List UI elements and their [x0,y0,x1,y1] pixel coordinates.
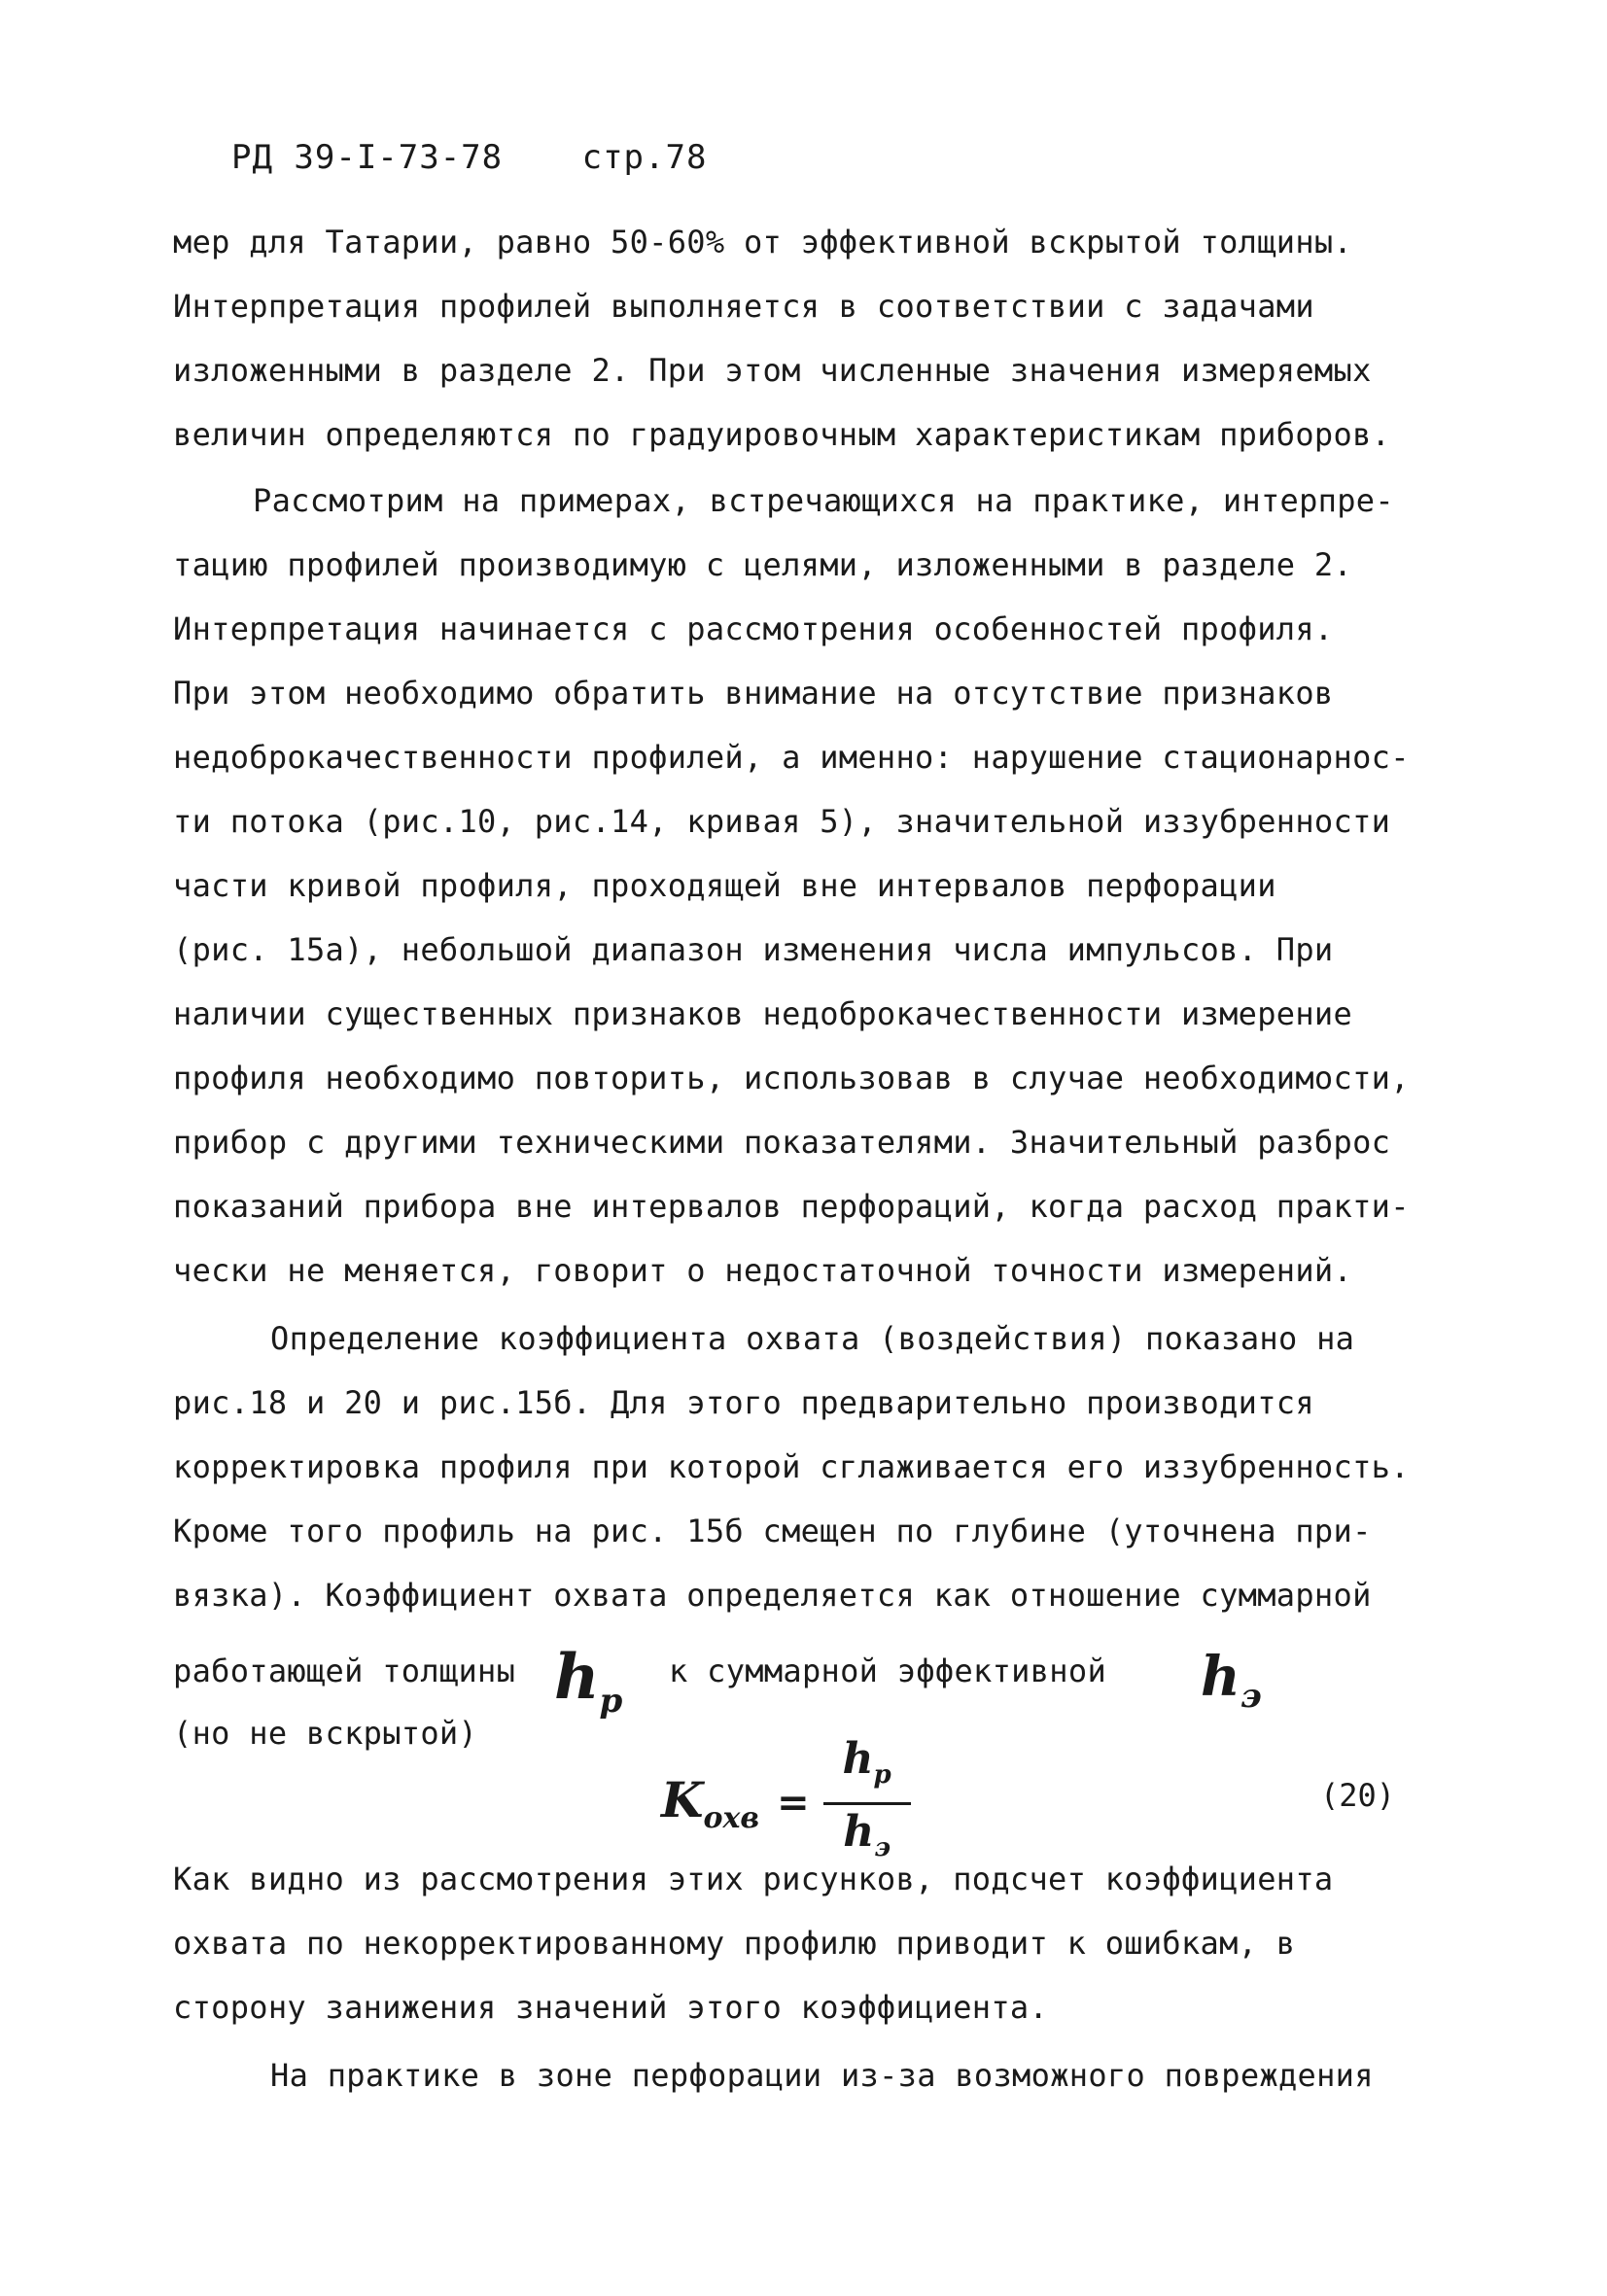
text-line: работающей толщины [173,1652,516,1689]
page-header [231,138,707,177]
text-line: Рассмотрим на примерах, встречающихся на практике, интерпре- [253,482,1394,519]
fraction-numerator: $h_р$ [842,1733,891,1790]
text-line: наличии существенных признаков недоброкачественности измерение [173,995,1353,1032]
text-line: Определение коэффициента охвата (воздействия) показано на [270,1320,1355,1357]
text-line: прибор с другими техническими показателями. Значительный разброс [173,1124,1391,1161]
text-line: охвата по некорректированному профилю приводит к ошибкам, в [173,1925,1296,1962]
text-line: тацию профилей производимую с целями, изложенными в разделе 2. [173,546,1353,583]
text-line: корректировка профиля при которой сглаживается его иззубренность. [173,1448,1410,1485]
formula-lhs: $K_{охв}$ [661,1771,760,1835]
text-line: к суммарной эффективной [669,1652,1107,1689]
text-line: (рис. 15а), небольшой диапазон изменения числа импульсов. При [173,931,1334,968]
text-line: При этом необходимо обратить внимание на отсутствие признаков [173,675,1334,712]
text-line: Кроме того профиль на рис. 15б смещен по глубине (уточнена при- [173,1513,1372,1549]
text-line: чески не меняется, говорит о недостаточной точности измерений. [173,1252,1353,1289]
text-line: части кривой профиля, проходящей вне интервалов перфорации [173,867,1276,904]
text-line: ти потока (рис.10, рис.14, кривая 5), значительной иззубренности [173,803,1391,840]
symbol-h-effective: $h_э$ [1201,1645,1262,1717]
text-line: изложенными в разделе 2. При этом численные значения измеряемых [173,352,1372,389]
symbol-h-working: $h_р$ [554,1641,623,1721]
text-line: вязка). Коэффициент охвата определяется как отношение суммарной [173,1577,1372,1614]
text-line: (но не вскрытой) [173,1715,478,1752]
text-line: недоброкачественности профилей, а именно: нарушение стационарнос- [173,739,1410,776]
text-line: величин определяются по градуировочным характеристикам приборов. [173,416,1391,453]
fraction-denominator: $h_э$ [843,1806,891,1862]
text-line: Интерпретация профилей выполняется в соответствии с задачами [173,288,1314,325]
formula-number: (20) [1320,1777,1396,1814]
text-line: профиля необходимо повторить, использовав в случае необходимости, [173,1060,1410,1096]
text-line: сторону занижения значений этого коэффициента. [173,1989,1049,2026]
text-line: Интерпретация начинается с рассмотрения особенностей профиля. [173,610,1334,647]
text-line: На практике в зоне перфорации из-за возможного повреждения [270,2057,1374,2094]
document-code: РД 39-I-73-78 [231,138,504,177]
text-line: Как видно из рассмотрения этих рисунков, подсчет коэффициента [173,1861,1334,1897]
fraction-bar [823,1802,911,1805]
text-line: показаний прибора вне интервалов перфораций, когда расход практи- [173,1188,1410,1225]
equals-sign: = [777,1781,810,1826]
text-line: мер для Татарии, равно 50-60% от эффективной вскрытой толщины. [173,224,1353,261]
coverage-formula [661,1733,911,1862]
page-number: стр.78 [581,138,708,177]
formula-fraction [823,1733,911,1871]
text-line: рис.18 и 20 и рис.15б. Для этого предварительно производится [173,1384,1314,1421]
